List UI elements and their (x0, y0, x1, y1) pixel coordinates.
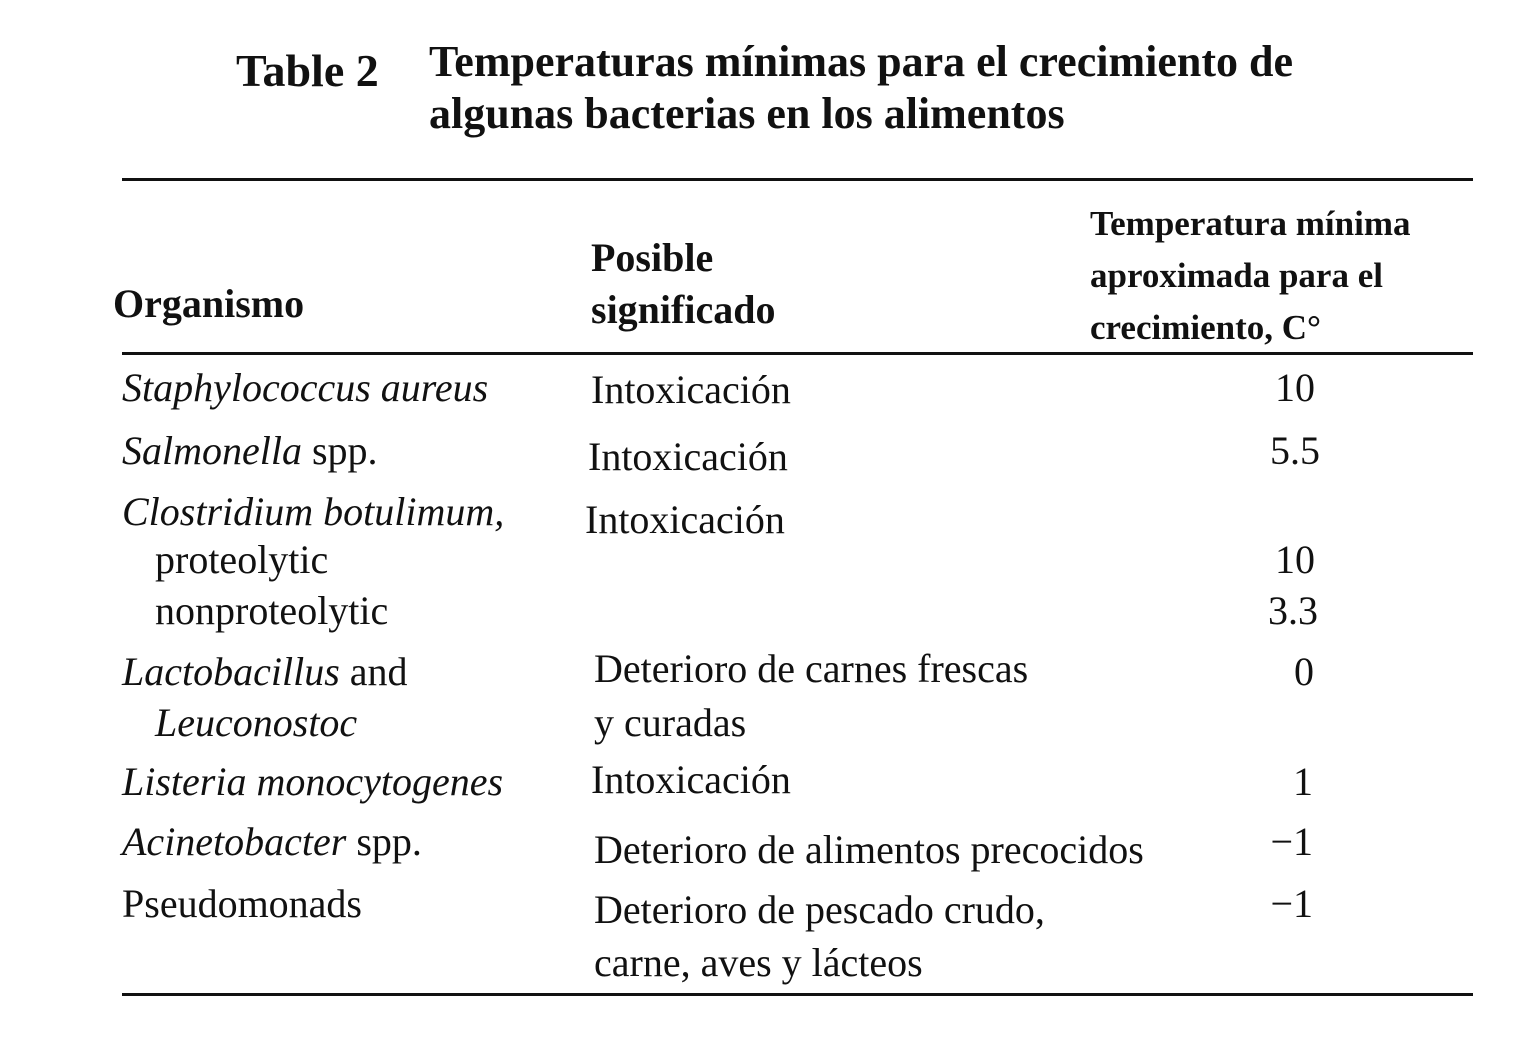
header-temperatura (1090, 198, 1411, 354)
header-organismo: Organismo (113, 281, 305, 326)
header-temperatura-line-1: Temperatura mínima (1090, 204, 1411, 243)
row-7-significado-line-2: carne, aves y lácteos (594, 940, 923, 985)
row-6-temperatura: −1 (1270, 819, 1313, 864)
row-4-organismo-genus: Lactobacillus (122, 649, 340, 694)
bottom-rule (122, 993, 1473, 996)
row-3-organismo: Clostridium botulimum, (122, 489, 505, 534)
table-title-line-2: algunas bacterias en los alimentos (429, 89, 1065, 138)
row-4-organismo-line-2: Leuconostoc (155, 700, 358, 745)
top-rule (122, 178, 1473, 181)
row-4-organismo-suffix: and (339, 649, 408, 694)
row-5-temperatura: 1 (1293, 759, 1313, 804)
row-2-temperatura: 5.5 (1270, 428, 1320, 473)
header-temperatura-line-2: aproximada para el (1090, 256, 1383, 295)
row-2-organismo-genus: Salmonella (122, 428, 302, 473)
row-6-organismo-suffix: spp. (346, 819, 422, 864)
row-1-organismo: Staphylococcus aureus (122, 365, 489, 410)
row-1-temperatura: 10 (1275, 365, 1315, 410)
table-title (429, 36, 1429, 140)
header-significado-line-1: Posible (591, 235, 714, 280)
header-rule (122, 352, 1473, 355)
row-2-significado: Intoxicación (588, 434, 788, 479)
header-significado (591, 232, 775, 336)
row-7-significado-line-1: Deterioro de pescado crudo, (594, 887, 1045, 932)
table-title-line-1: Temperaturas mínimas para el crecimiento de (429, 37, 1293, 86)
row-3-temperatura-2: 3.3 (1268, 588, 1318, 633)
row-1-significado: Intoxicación (591, 367, 791, 412)
row-4-organismo (122, 646, 408, 698)
row-7-organismo: Pseudomonads (122, 881, 362, 926)
row-7-temperatura: −1 (1270, 881, 1313, 926)
row-6-organismo-genus: Acinetobacter (122, 819, 347, 864)
row-3-significado: Intoxicación (585, 497, 785, 542)
row-3-sub-1: proteolytic (155, 537, 329, 582)
row-2-organismo-suffix: spp. (301, 428, 378, 473)
row-5-significado: Intoxicación (591, 757, 791, 802)
row-4-temperatura: 0 (1294, 649, 1314, 694)
row-6-significado: Deterioro de alimentos precocidos (594, 827, 1144, 872)
row-6-organismo (122, 816, 422, 868)
row-4-significado-line-2: y curadas (594, 700, 747, 745)
row-5-organismo: Listeria monocytogenes (122, 759, 504, 804)
row-3-temperatura-1: 10 (1275, 537, 1315, 582)
row-3-sub-2: nonproteolytic (155, 588, 389, 633)
row-4-significado-line-1: Deterioro de carnes frescas (594, 646, 1029, 691)
header-temperatura-line-3: crecimiento, C° (1090, 308, 1322, 347)
row-2-organismo (122, 425, 378, 477)
header-significado-line-2: significado (591, 287, 776, 332)
table-label: Table 2 (236, 45, 379, 96)
